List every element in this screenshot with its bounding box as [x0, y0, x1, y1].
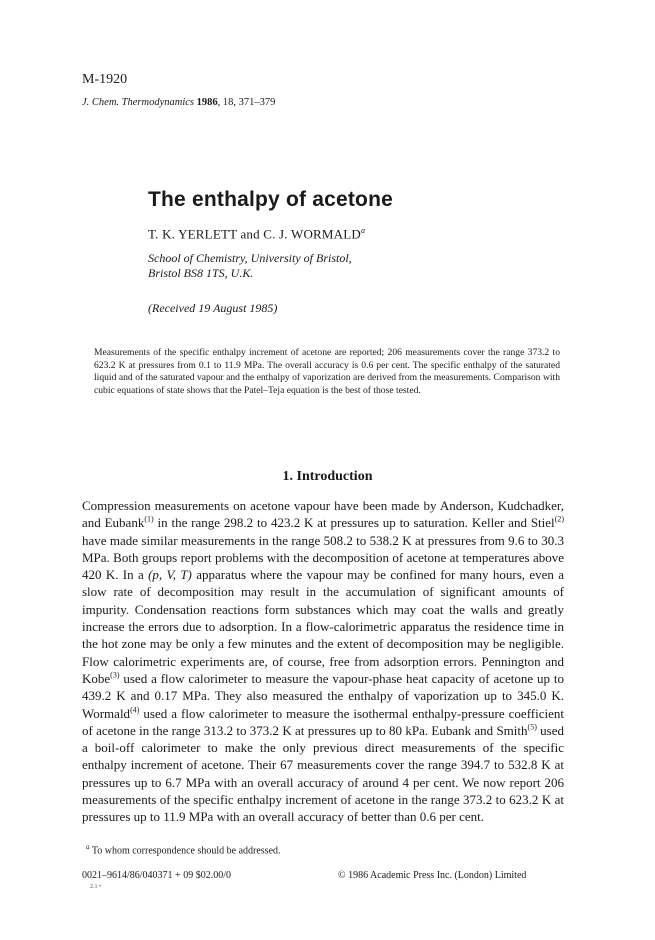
body-text: used a flow calorimeter to measure the isothermal enthalpy-pressure coefficient of acetone in the range 313.2 to 373.2 K at pressures up to 80 kPa. Eubank and Smith [82, 705, 564, 738]
citation-ref: (3) [110, 670, 120, 680]
citation-ref: (5) [527, 722, 537, 732]
introduction-body [82, 497, 564, 826]
received-date: (Received 19 August 1985) [148, 301, 278, 315]
citation-ref: (1) [144, 514, 154, 524]
footnote [86, 843, 281, 856]
author-names: T. K. YERLETT and C. J. WORMALD [148, 226, 361, 242]
journal-year: 1986 [196, 97, 218, 108]
copyright-notice: © 1986 Academic Press Inc. (London) Limited [338, 870, 527, 881]
pvt-notation: (p, V, T) [148, 567, 192, 583]
body-text: Compression measurements on acetone vapour have been made by Anderson, Kudchadker, and Eubank [82, 498, 564, 531]
section-heading: 1. Introduction [282, 469, 373, 484]
body-text: have made similar measurements in the range 508.2 to 538.2 K at pressures from 9.6 to 30.3 MPa. Both groups report problems with the decomposition of acetone at temperatures above 420 K. In a [82, 532, 564, 583]
citation-ref: (4) [130, 705, 140, 715]
publication-code: 0021–9614/86/040371 + 09 $02.00/0 [82, 870, 231, 881]
authors [148, 226, 365, 242]
paper-title: The enthalpy of acetone [148, 188, 393, 211]
manuscript-code: M-1920 [82, 72, 128, 87]
journal-name: J. Chem. Thermodynamics [82, 97, 194, 108]
author-footnote-mark: a [360, 226, 366, 235]
footnote-text: To whom correspondence should be addressed. [89, 845, 281, 857]
body-text: apparatus where the vapour may be confined for many hours, even a slow rate of decomposition may result in the accumulation of significant amounts of impurity. Condensation reactions form substances which may coat the walls and greatly increase the errors due to adsorption. In a flow-calorimetric apparatus the residence time in the hot zone may be only a few minutes and the extent of decomposition may be negligible. Flow calorimetric experiments are, of course, free from adsorption errors. Pennington and Kobe [82, 567, 564, 686]
affiliation-line-1: School of Chemistry, University of Bristol, [148, 251, 352, 265]
body-text: in the range 298.2 to 423.2 K at pressures up to saturation. Keller and Stiel [153, 515, 555, 531]
affiliation-line-2: Bristol BS8 1TS, U.K. [148, 266, 254, 280]
body-text: used a flow calorimeter to measure the vapour-phase heat capacity of acetone up to 439.2 K and 0.17 MPa. They also measured the enthalpy of vaporization up to 345.0 K. Wormald [82, 670, 564, 721]
page-mark: 2.1 • [90, 884, 102, 890]
journal-volume-pages: , 18, 371–379 [217, 97, 276, 108]
citation-ref: (2) [554, 514, 564, 524]
abstract: Measurements of the specific enthalpy increment of acetone are reported; 206 measurements cover the range 373.2 to 623.2 K at pressures from 0.1 to 11.9 MPa. The overall accuracy is 0.6 per cent. The specific enthalpy of the saturated liquid and of the saturated vapour and the enthalpy of vaporization are derived from the measurements. Comparison with cubic equations of state shows that the Patel–Teja equation is the best of those tested. [94, 347, 560, 396]
affiliation [148, 251, 352, 281]
journal-citation [82, 97, 275, 108]
footnote-mark: a [86, 843, 90, 851]
body-text: used a boil-off calorimeter to make the only previous direct measurements of the specific enthalpy increment of acetone. Their 67 measurements cover the range 394.7 to 532.8 K at pressures up to 6.7 MPa with an overall accuracy of around 4 per cent. We now report 206 measurements of the specific enthalpy increment of acetone in the range 373.2 to 623.2 K at pressures up to 11.9 MPa with an overall accuracy of better than 0.6 per cent. [82, 722, 564, 825]
